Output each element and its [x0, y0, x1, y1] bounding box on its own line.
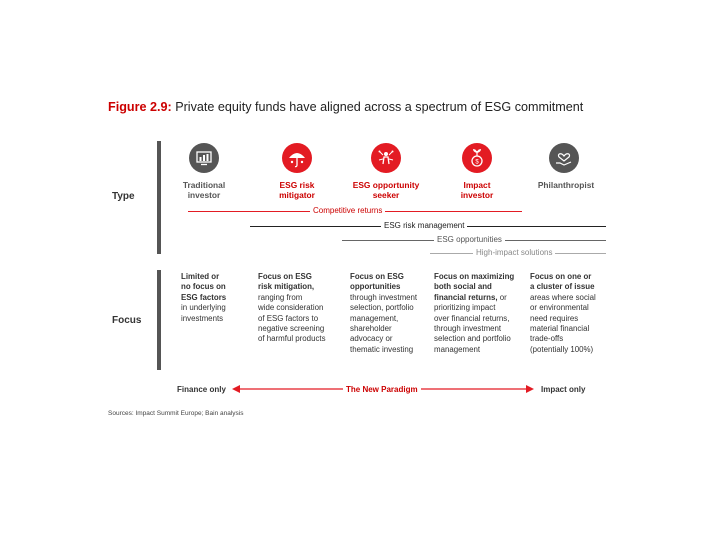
focus-line: wide consideration — [258, 303, 324, 313]
focus-line: risk mitigation, — [258, 282, 315, 292]
focus-line: through investment — [350, 292, 418, 302]
focus-line: of ESG factors to — [258, 313, 319, 323]
figure-title — [108, 100, 583, 114]
focus-line: through investment — [434, 324, 502, 334]
plant-coin-icon — [462, 143, 492, 173]
focus-line: selection, portfolio — [350, 303, 414, 313]
esg-risk-management-label: ESG risk management — [381, 221, 467, 230]
focus-line: financial returns, — [434, 292, 498, 302]
chart-screen-icon — [189, 143, 219, 173]
focus-row-bar — [157, 270, 161, 370]
focus-line: over financial returns, — [434, 313, 510, 323]
focus-line: Focus on ESG — [258, 272, 312, 281]
column-traditional-investor — [164, 180, 244, 200]
focus-line: a cluster of issue — [530, 282, 595, 292]
column-impact-investor — [437, 180, 517, 200]
focus-line: advocacy or — [350, 334, 393, 344]
source-note: Sources: Impact Summit Europe; Bain analysis — [108, 410, 244, 417]
column-esg-opportunity-seeker — [341, 180, 431, 200]
person-network-icon — [371, 143, 401, 173]
focus-line: management — [434, 344, 481, 354]
column-name-line: Philanthropist — [537, 180, 595, 190]
focus-line: trade-offs — [530, 334, 564, 344]
focus-line: material financial — [530, 324, 590, 334]
impact-only-label: Impact only — [541, 385, 586, 394]
column-name-line: ESG opportunity — [352, 180, 420, 190]
focus-traditional-investor — [181, 272, 269, 324]
focus-esg-risk-mitigator — [258, 272, 346, 345]
focus-line: investments — [181, 313, 224, 323]
focus-line: areas where social — [530, 292, 596, 302]
figure-title-text: Private equity funds have aligned across a spectrum of ESG commitment — [175, 100, 584, 114]
focus-line: or environmental — [530, 303, 589, 313]
focus-line: of harmful products — [258, 334, 326, 344]
focus-line: negative screening — [258, 324, 325, 334]
focus-line: Focus on ESG — [350, 272, 404, 281]
column-name-line: ESG risk — [279, 180, 315, 190]
column-name-line: Impact — [463, 180, 491, 190]
focus-row-label: Focus — [112, 315, 142, 326]
high-impact-solutions-label: High-impact solutions — [473, 248, 555, 257]
finance-only-label: Finance only — [177, 385, 226, 394]
focus-line: Limited or — [181, 272, 220, 281]
column-philanthropist — [524, 180, 608, 190]
focus-esg-opportunity-seeker — [350, 272, 438, 355]
column-name-line: Traditional — [182, 180, 226, 190]
focus-line: need requires — [530, 313, 579, 323]
type-row-bar — [157, 141, 161, 254]
focus-philanthropist — [530, 272, 614, 355]
type-row-label: Type — [112, 191, 135, 202]
focus-line: selection and portfolio — [434, 334, 511, 344]
focus-impact-investor — [434, 272, 526, 355]
competitive-returns-label: Competitive returns — [310, 206, 385, 215]
focus-line: management, — [350, 313, 399, 323]
focus-line: or — [499, 292, 507, 302]
esg-opportunities-label: ESG opportunities — [434, 235, 505, 244]
focus-line: no focus on — [181, 282, 226, 292]
focus-line: both social and — [434, 282, 492, 292]
figure-number: Figure 2.9: — [108, 100, 172, 114]
umbrella-icon — [282, 143, 312, 173]
column-esg-risk-mitigator — [257, 180, 337, 200]
svg-text:$: $ — [475, 159, 479, 166]
new-paradigm-label: The New Paradigm — [343, 385, 421, 394]
focus-line: opportunities — [350, 282, 401, 292]
focus-line: shareholder — [350, 324, 392, 334]
focus-line: Focus on one or — [530, 272, 592, 281]
focus-line: prioritizing impact — [434, 303, 496, 313]
focus-line: ESG factors — [181, 292, 227, 302]
column-name-line: seeker — [372, 190, 400, 200]
column-name-line: investor — [460, 190, 494, 200]
column-name-line: investor — [187, 190, 221, 200]
focus-line: thematic investing — [350, 344, 414, 354]
focus-line: Focus on maximizing — [434, 272, 515, 281]
focus-line: in underlying — [181, 303, 226, 313]
column-name-line: mitigator — [279, 190, 315, 200]
focus-line: (potentially 100%) — [530, 344, 594, 354]
heart-hand-icon — [549, 143, 579, 173]
focus-line: ranging from — [258, 292, 303, 302]
